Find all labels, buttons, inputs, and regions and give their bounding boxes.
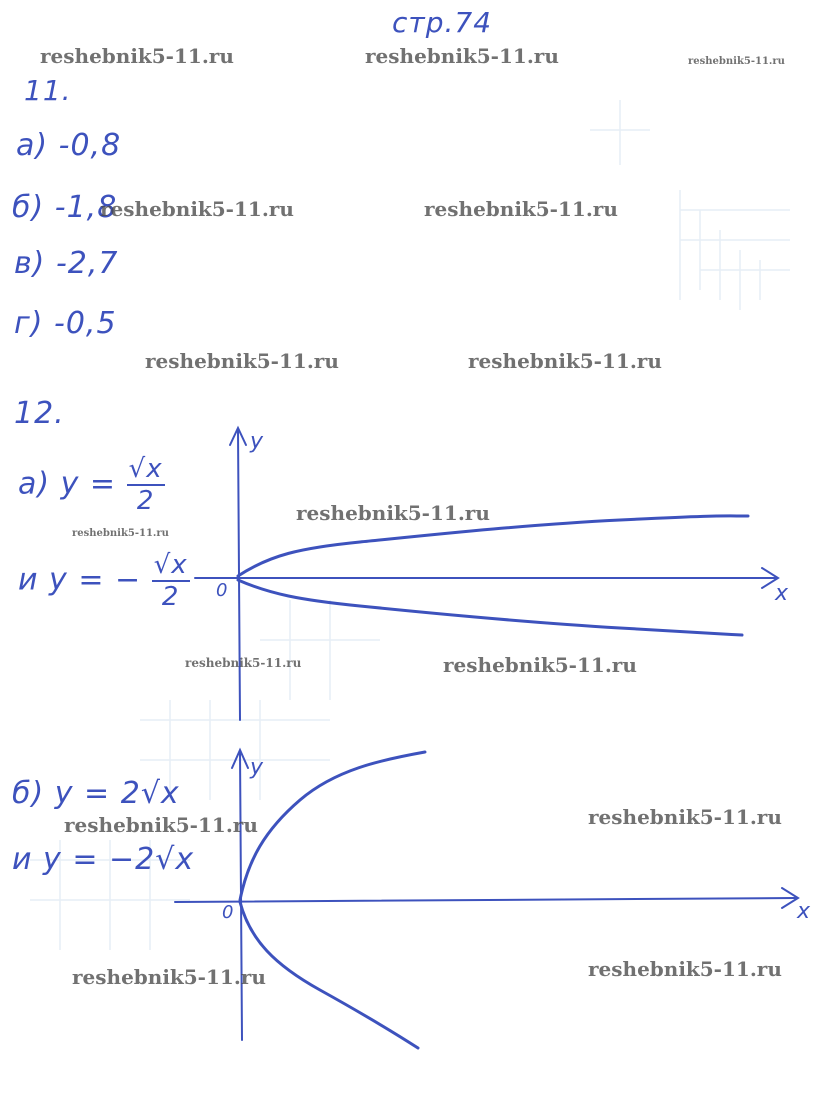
graph-b-x-label: x — [797, 899, 811, 924]
equation: y = 2√x — [54, 776, 180, 811]
conjunction: и — [18, 562, 39, 598]
equation-lhs: y = — [60, 466, 117, 502]
answer-value: -0,5 — [54, 306, 117, 341]
part-a-label: а) — [18, 466, 51, 502]
graph-b-y-label: y — [250, 755, 264, 780]
graph-b-curve-upper — [240, 752, 425, 900]
answer-label: г) — [14, 306, 44, 341]
watermark: reshebnik5-11.ru — [443, 653, 637, 677]
page-header: стр.74 — [392, 6, 493, 39]
answer-value: -2,7 — [55, 246, 119, 281]
equation: y = −2√x — [43, 842, 195, 877]
watermark: reshebnik5-11.ru — [296, 501, 490, 525]
answer-value: -1,8 — [54, 190, 118, 225]
answer-value: -0,8 — [58, 128, 122, 163]
watermark: reshebnik5-11.ru — [100, 197, 294, 221]
task-12-number: 12. — [14, 396, 65, 431]
watermark: reshebnik5-11.ru — [588, 957, 782, 981]
fraction-denominator: 2 — [136, 486, 155, 516]
answer-label: б) — [12, 190, 45, 225]
graph-b-origin-label: 0 — [222, 902, 234, 923]
watermark: reshebnik5-11.ru — [588, 805, 782, 829]
watermark: reshebnik5-11.ru — [145, 349, 339, 373]
graph-a-origin-label: 0 — [216, 580, 228, 601]
watermark: reshebnik5-11.ru — [64, 813, 258, 837]
fraction-numerator: √x — [128, 454, 163, 484]
watermark: reshebnik5-11.ru — [40, 44, 234, 68]
fraction-numerator: √x — [153, 550, 188, 580]
watermark: reshebnik5-11.ru — [72, 965, 266, 989]
watermark: reshebnik5-11.ru — [468, 349, 662, 373]
watermark: reshebnik5-11.ru — [72, 528, 169, 539]
conjunction: и — [12, 842, 33, 877]
answer-label: в) — [14, 246, 46, 281]
watermark: reshebnik5-11.ru — [185, 656, 302, 670]
part-b-label: б) — [12, 776, 45, 811]
graph-b-x-axis — [175, 898, 795, 902]
graph-b-curve-lower — [240, 902, 418, 1048]
watermark: reshebnik5-11.ru — [365, 44, 559, 68]
equation-lhs: y = − — [49, 562, 142, 598]
watermark: reshebnik5-11.ru — [424, 197, 618, 221]
graph-a-x-label: x — [775, 581, 789, 606]
graph-a-y-label: y — [250, 429, 264, 454]
answer-label: а) — [16, 128, 49, 163]
watermark: reshebnik5-11.ru — [688, 56, 785, 67]
fraction-denominator: 2 — [161, 582, 180, 612]
task-11-number: 11. — [24, 74, 72, 107]
